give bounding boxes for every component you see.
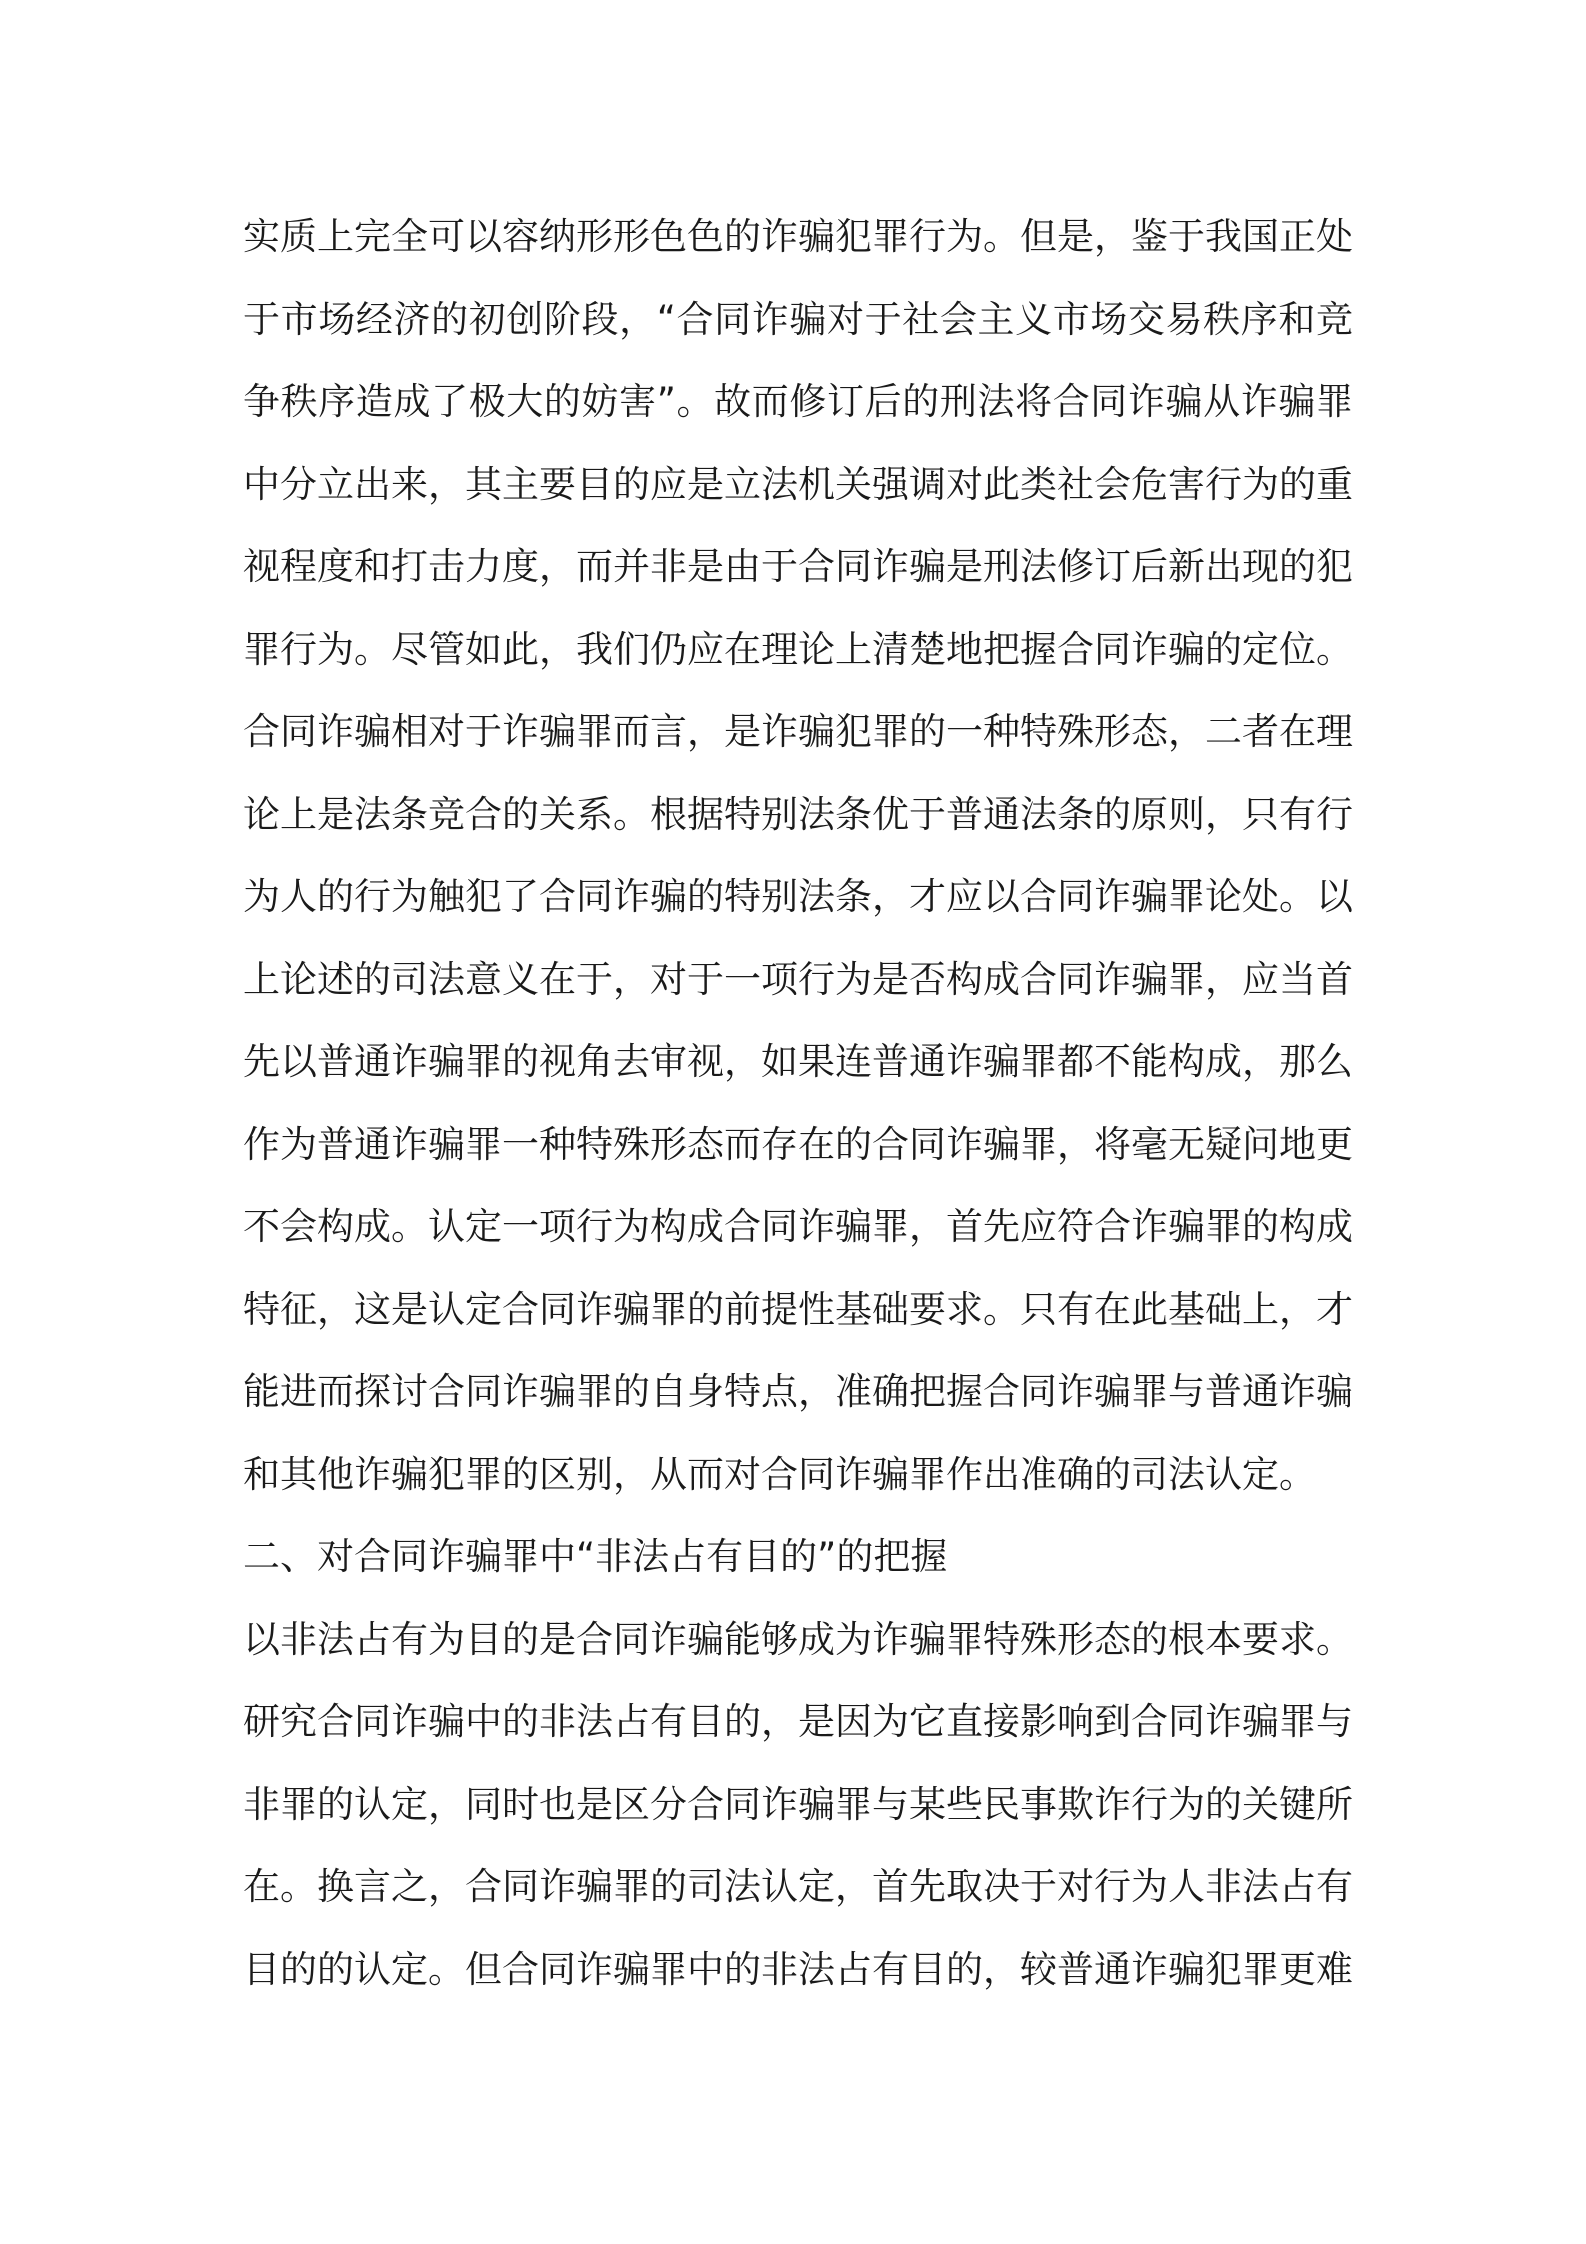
text-line-12: 作为普通诈骗罪一种特殊形态而存在的合同诈骗罪，将毫无疑问地更	[243, 1122, 1353, 1166]
text-line-8: 论上是法条竞合的关系。根据特别法条优于普通法条的原则，只有行	[243, 792, 1353, 836]
text-line-9: 为人的行为触犯了合同诈骗的特别法条，才应以合同诈骗罪论处。以	[243, 875, 1353, 918]
section-heading: 二、对合同诈骗罪中“非法占有目的”的把握	[243, 1535, 948, 1578]
text-line-13: 不会构成。认定一项行为构成合同诈骗罪，首先应符合诈骗罪的构成	[243, 1205, 1353, 1248]
text-line-15: 能进而探讨合同诈骗罪的自身特点，准确把握合同诈骗罪与普通诈骗	[243, 1370, 1353, 1413]
text-line-7: 合同诈骗相对于诈骗罪而言，是诈骗犯罪的一种特殊形态，二者在理	[243, 710, 1353, 753]
text-line-20: 非罪的认定，同时也是区分合同诈骗罪与某些民事欺诈行为的关键所	[243, 1782, 1353, 1826]
text-line-10: 上论述的司法意义在于，对于一项行为是否构成合同诈骗罪，应当首	[243, 957, 1353, 1001]
body-text	[243, 196, 1353, 2011]
text-line-4: 中分立出来，其主要目的应是立法机关强调对此类社会危害行为的重	[243, 462, 1353, 506]
text-line-19: 研究合同诈骗中的非法占有目的，是因为它直接影响到合同诈骗罪与	[243, 1700, 1353, 1743]
text-line-1: 实质上完全可以容纳形形色色的诈骗犯罪行为。但是，鉴于我国正处	[243, 215, 1353, 258]
text-line-22: 目的的认定。但合同诈骗罪中的非法占有目的，较普通诈骗犯罪更难	[243, 1947, 1353, 1991]
text-line-3: 争秩序造成了极大的妨害”。故而修订后的刑法将合同诈骗从诈骗罪	[243, 380, 1353, 423]
text-line-5: 视程度和打击力度，而并非是由于合同诈骗是刑法修订后新出现的犯	[243, 545, 1353, 588]
text-line-11: 先以普通诈骗罪的视角去审视，如果连普通诈骗罪都不能构成，那么	[243, 1040, 1353, 1083]
text-line-14: 特征，这是认定合同诈骗罪的前提性基础要求。只有在此基础上，才	[243, 1287, 1353, 1331]
text-line-18: 以非法占有为目的是合同诈骗能够成为诈骗罪特殊形态的根本要求。	[243, 1617, 1353, 1661]
text-line-16: 和其他诈骗犯罪的区别，从而对合同诈骗罪作出准确的司法认定。	[243, 1452, 1316, 1496]
text-line-21: 在。换言之，合同诈骗罪的司法认定，首先取决于对行为人非法占有	[243, 1865, 1353, 1908]
text-line-6: 罪行为。尽管如此，我们仍应在理论上清楚地把握合同诈骗的定位。	[243, 627, 1353, 671]
text-line-2: 于市场经济的初创阶段，“合同诈骗对于社会主义市场交易秩序和竞	[243, 297, 1353, 341]
